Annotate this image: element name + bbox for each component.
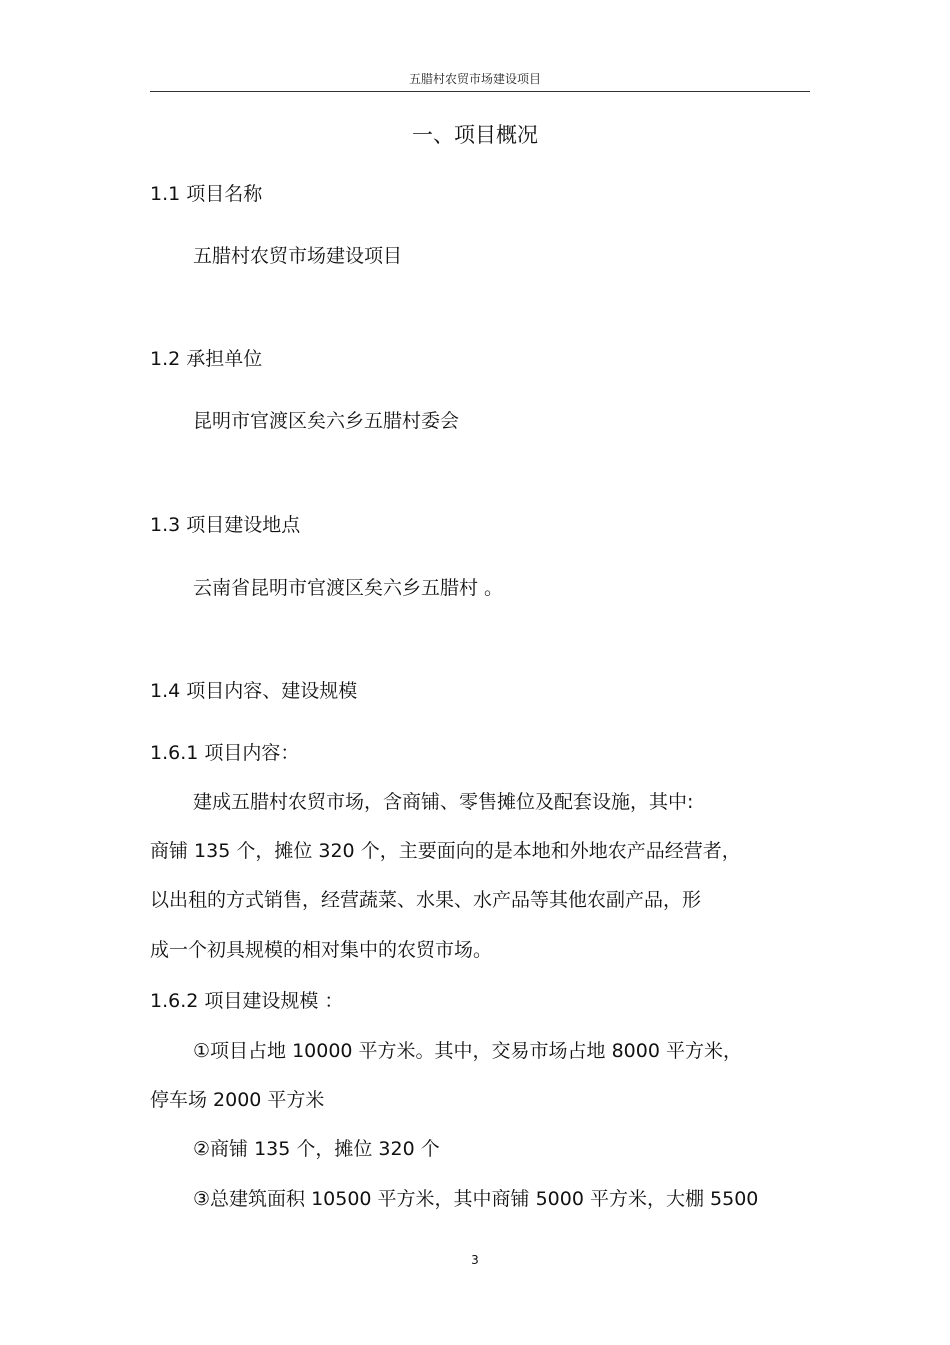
- paragraph-line: 以出租的方式销售，经营蔬菜、水果、水产品等其他农副产品，形: [150, 889, 702, 911]
- section-heading-1-1: 1.1 项目名称: [150, 183, 263, 205]
- header-title: 五腊村农贸市场建设项目: [408, 72, 541, 86]
- chapter-title: 一、项目概况: [412, 123, 538, 147]
- paragraph-line: 停车场 2000 平方米: [150, 1089, 325, 1111]
- paragraph-line: 成一个初具规模的相对集中的农贸市场。: [150, 939, 493, 961]
- section-heading-1-4: 1.4 项目内容、建设规模: [150, 680, 358, 702]
- paragraph-line: 商铺 135 个，摊位 320 个，主要面向的是本地和外地农产品经营者，: [150, 840, 741, 862]
- section-content-1-2: 昆明市官渡区矣六乡五腊村委会: [193, 410, 460, 432]
- paragraph-line: ③总建筑面积 10500 平方米，其中商铺 5000 平方米，大棚 5500: [193, 1188, 759, 1210]
- section-content-1-1: 五腊村农贸市场建设项目: [193, 245, 403, 267]
- section-heading-1-2: 1.2 承担单位: [150, 348, 263, 370]
- paragraph-line: ①项目占地 10000 平方米。其中，交易市场占地 8000 平方米，: [193, 1040, 742, 1062]
- page-number: 3: [471, 1253, 479, 1267]
- section-heading-1-6-1: 1.6.1 项目内容：: [150, 742, 300, 764]
- paragraph-line: ②商铺 135 个，摊位 320 个: [193, 1138, 440, 1160]
- section-content-1-3: 云南省昆明市官渡区矣六乡五腊村 。: [193, 577, 504, 599]
- section-heading-1-3: 1.3 项目建设地点: [150, 514, 301, 536]
- header-rule: [150, 91, 810, 92]
- section-heading-1-6-2: 1.6.2 项目建设规模 ：: [150, 990, 344, 1012]
- paragraph-line: 建成五腊村农贸市场，含商铺、零售摊位及配套设施，其中:: [193, 791, 694, 813]
